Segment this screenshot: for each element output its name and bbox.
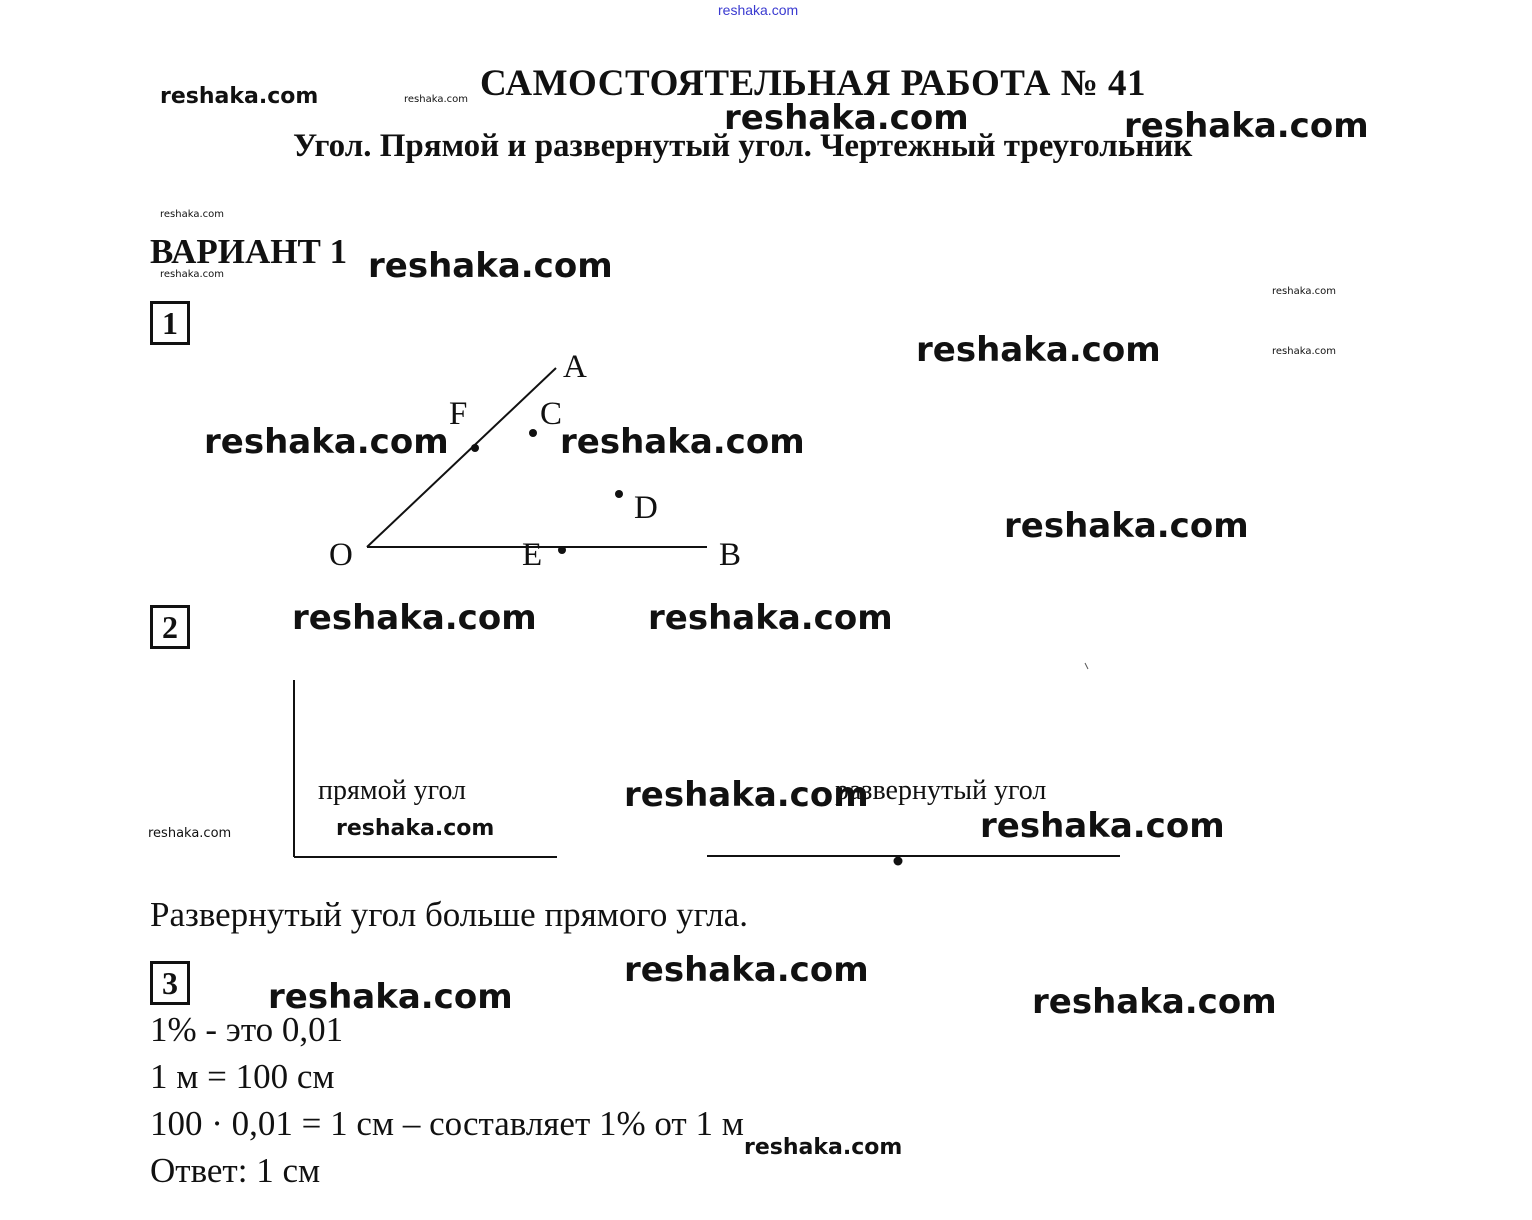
task-number-3: 3: [150, 961, 190, 1005]
label-B: B: [719, 537, 742, 573]
task3-line-1: 1% - это 0,01: [150, 1010, 344, 1049]
task3-line-2: 1 м = 100 см: [150, 1057, 335, 1096]
point-D: [615, 490, 623, 498]
watermark: reshaka.com: [1032, 982, 1277, 1022]
watermark: reshaka.com: [560, 422, 805, 462]
variant-heading: ВАРИАНТ 1: [150, 232, 348, 271]
page-subtitle: Угол. Прямой и развернутый угол. Чертежный треугольник: [293, 128, 1193, 164]
watermark: reshaka.com: [368, 246, 613, 286]
label-E: E: [522, 537, 543, 573]
watermark: reshaka.com: [160, 84, 319, 109]
label-C: C: [540, 396, 563, 432]
label-A: A: [563, 349, 587, 385]
watermark: reshaka.com: [648, 598, 893, 638]
watermark: reshaka.com: [624, 775, 869, 815]
stray-mark: [1085, 663, 1088, 669]
task-number-1: 1: [150, 301, 190, 345]
label-O: O: [329, 537, 353, 573]
watermark: reshaka.com: [1124, 106, 1369, 146]
watermark: reshaka.com: [404, 94, 468, 105]
watermark: reshaka.com: [1004, 506, 1249, 546]
watermark: reshaka.com: [980, 806, 1225, 846]
straight-angle-label: развернутый угол: [835, 775, 1047, 806]
watermark: reshaka.com: [724, 98, 969, 138]
point-F: [471, 444, 479, 452]
watermark: reshaka.com: [268, 977, 513, 1017]
label-F: F: [449, 396, 468, 432]
label-D: D: [634, 490, 658, 526]
watermark: reshaka.com: [624, 950, 869, 990]
watermark: reshaka.com: [916, 330, 1161, 370]
task3-line-3: 100 · 0,01 = 1 см – составляет 1% от 1 м: [150, 1104, 744, 1143]
task3-answer: Ответ: 1 см: [150, 1151, 321, 1190]
watermark: reshaka.com: [1272, 286, 1336, 297]
watermark: reshaka.com: [204, 422, 449, 462]
watermark: reshaka.com: [292, 598, 537, 638]
watermark: reshaka.com: [744, 1135, 903, 1160]
task2-conclusion: Развернутый угол больше прямого угла.: [150, 895, 748, 934]
straight-angle-vertex: [894, 857, 903, 866]
watermark: reshaka.com: [148, 826, 232, 841]
point-E: [558, 546, 566, 554]
point-C: [529, 429, 537, 437]
watermark: reshaka.com: [160, 269, 224, 280]
task-number-2: 2: [150, 605, 190, 649]
watermark: reshaka.com: [160, 209, 224, 220]
right-angle-label: прямой угол: [318, 775, 466, 806]
page-title: САМОСТОЯТЕЛЬНАЯ РАБОТА № 41: [480, 63, 1147, 104]
watermark: reshaka.com: [336, 816, 495, 841]
top-watermark: reshaka.com: [718, 2, 799, 18]
watermark: reshaka.com: [1272, 346, 1336, 357]
